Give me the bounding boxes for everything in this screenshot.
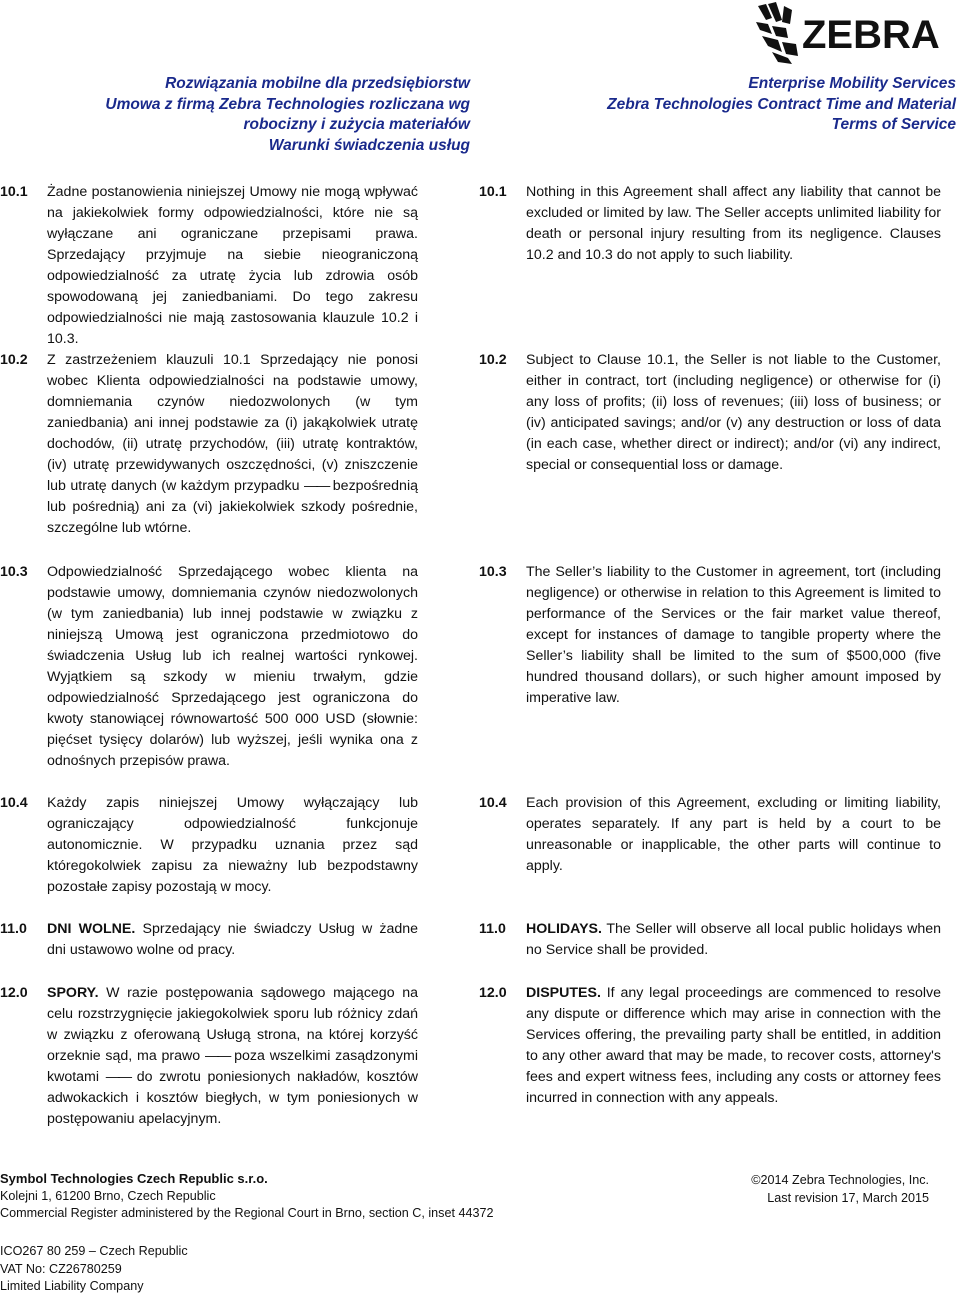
clause-12-0-pl: [0, 983, 418, 1130]
zebra-head-icon: [752, 0, 960, 66]
footer-ico: ICO267 80 259 – Czech Republic: [0, 1244, 188, 1258]
footer-vat: VAT No: CZ26780259: [0, 1261, 122, 1276]
clause-text: [526, 983, 941, 1109]
clause-text: The Seller’s liability to the Customer in agreement, tort (including negligence) or otherwise in relation to this Agreement is limited to performance of the Services or the fair market value thereof, except for instances of damage to tangible property where the Seller’s liability shall be limited to the sum of $500,000 (five hundred thousand dollars), or such higher amount imposed by imperative law.: [526, 564, 941, 706]
clause-number: 11.0: [479, 921, 506, 937]
footer-registration-block: [0, 1243, 400, 1296]
clause-number: 10.1: [479, 184, 507, 200]
clause-text: Nothing in this Agreement shall affect any liability that cannot be excluded or limited by law. The Seller accepts unlimited liability for death or personal injury resulting from its negligence. Clauses 10.2 and 10.3 do not apply to such liability.: [526, 184, 941, 263]
clause-number: 10.4: [479, 795, 507, 811]
header-english: [526, 74, 956, 136]
clause-10-2-pl: [0, 350, 418, 539]
clause-title: DISPUTES.: [526, 985, 601, 1001]
clause-text-part: If any legal proceedings are commenced to resolve any dispute or difference which may arise in connection with the Services offering, the prevailing party shall be entitled, in addition to any other award that may be made, to recover costs, attorney's fees and expert witness fees, including any costs or attorney fees incurred in connection with any appeals.: [526, 985, 941, 1106]
clause-text-part: poza wszelkimi zasądzonymi kwotami: [47, 1048, 418, 1085]
em-dash: ——: [303, 478, 329, 494]
header-english-line: Enterprise Mobility Services: [748, 75, 956, 92]
clause-text-part: bezpośrednią lub pośrednią) ani za (vi) jakiekolwiek szkody pośrednie, szczególne lub wtórne.: [47, 478, 418, 536]
clause-text: Each provision of this Agreement, excluding or limiting liability, operates separately. If any part is held by a court to be unreasonable or inapplicable, the other parts will continue to apply.: [526, 795, 941, 874]
footer-llc: Limited Liability Company: [0, 1279, 144, 1293]
footer-company-block: [0, 1170, 600, 1223]
footer-revision: Last revision 17, March 2015: [767, 1190, 929, 1205]
clause-text-part: Z zastrzeżeniem klauzuli 10.1 Sprzedający nie ponosi wobec Klienta odpowiedzialności na podstawie umowy, domniemania czynów niedozwolonych (w tym zaniedbania) ani innej podstawie za (i) jakąkolwiek utratę dochodów, (ii) utratę przychodów, (iii) utratę kontraktów, (iv) utratę przewidywanych oszczędności, (v) zniszczenie lub utratę danych (w każdym przypadku: [47, 352, 418, 494]
clause-text: Żadne postanowienia niniejszej Umowy nie mogą wpływać na jakiekolwiek formy odpowiedzialności, które nie są wyłączane ani ograniczane przepisami prawa. Sprzedający przyjmuje na siebie nieograniczoną odpowiedzialność za utratę życia lub zdrowia osób spowodowaną jej zaniedbaniami. Do tego zakresu odpowiedzialności nie mają zastosowania klauzule 10.2 i 10.3.: [47, 184, 418, 347]
header-polish-line: robocizny i zużycia materiałów: [243, 116, 470, 133]
clause-12-0-en: [479, 983, 941, 1109]
footer-copyright-block: [629, 1170, 929, 1207]
header-polish: [40, 74, 470, 156]
header-polish-line: Umowa z firmą Zebra Technologies rozliczana wg: [105, 95, 470, 113]
clause-number: 12.0: [479, 985, 507, 1001]
clause-10-1-en: [479, 182, 941, 266]
clause-10-3-pl: [0, 562, 418, 772]
logo-wordmark: ZEBRA: [802, 13, 940, 57]
clause-text-part: W razie postępowania sądowego mającego na celu rozstrzygnięcie jakiegokolwiek sporu lub różnicy zdań w związku z oferowaną Usługą strona, na której korzyść orzeknie sąd, ma prawo: [47, 985, 418, 1064]
clause-text: Każdy zapis niniejszej Umowy wyłączający lub ograniczający odpowiedzialność funkcjonuje autonomicznie. W przypadku uznania przez sąd któregokolwiek zapisu za nieważny lub bezpodstawny pozostałe zapisy pozostają w mocy.: [47, 795, 418, 895]
zebra-logo: [752, 0, 960, 66]
header-polish-line: Rozwiązania mobilne dla przedsiębiorstw: [165, 75, 470, 92]
clause-text: [526, 919, 941, 961]
footer-company-name: Symbol Technologies Czech Republic s.r.o.: [0, 1171, 268, 1186]
clause-text-part: do zwrotu poniesionych nakładów, kosztów adwokackich i kosztów biegłych, w tym poniesionych w postępowaniu apelacyjnym.: [47, 1069, 418, 1127]
header-polish-line: Warunki świadczenia usług: [268, 136, 470, 154]
clause-title: DNI WOLNE.: [47, 921, 136, 937]
clause-text: [47, 350, 418, 539]
clause-number: 12.0: [0, 985, 28, 1001]
header-english-line: Terms of Service: [831, 116, 956, 133]
clause-number: 10.2: [479, 352, 507, 368]
footer-address: Kolejni 1, 61200 Brno, Czech Republic: [0, 1188, 216, 1203]
clause-10-4-en: [479, 793, 941, 877]
clause-11-0-en: [479, 919, 941, 961]
clause-text: [47, 983, 418, 1130]
clause-number: 10.4: [0, 795, 28, 811]
clause-number: 10.3: [0, 564, 28, 580]
clause-10-1-pl: [0, 182, 418, 350]
clause-text: [47, 919, 418, 961]
clause-number: 10.3: [479, 564, 507, 580]
clause-text: Subject to Clause 10.1, the Seller is not liable to the Customer, either in contract, tort (including negligence) or otherwise for (i) any loss of profits; (ii) loss of revenues; (iii) loss of business; or (iv) anticipated savings; and/or (v) any destruction or loss of data (in each case, whether direct or indirect); and/or (vi) any indirect, special or consequential loss or damage.: [526, 352, 941, 473]
clause-number: 10.2: [0, 352, 28, 368]
clause-text-part: Sprzedający nie świadczy Usług w żadne dni ustawowo wolne od pracy.: [47, 921, 418, 958]
clause-10-4-pl: [0, 793, 418, 898]
clause-text-part: The Seller will observe all local public holidays when no Service shall be provided.: [526, 921, 941, 958]
clause-11-0-pl: [0, 919, 418, 961]
clause-number: 10.1: [0, 184, 28, 200]
clause-title: HOLIDAYS.: [526, 921, 602, 937]
em-dash: ——: [204, 1048, 230, 1064]
clause-10-2-en: [479, 350, 941, 476]
clause-number: 11.0: [0, 921, 27, 937]
header-english-line: Zebra Technologies Contract Time and Material: [607, 95, 956, 113]
footer-copyright: ©2014 Zebra Technologies, Inc.: [751, 1173, 929, 1187]
clause-text: Odpowiedzialność Sprzedającego wobec klienta na podstawie umowy, domniemania czynów niedozwolonych (w tym zaniedbania) lub innej podstawie w związku z niniejszą Umową jest ograniczona przedmiotowo do świadczenia Usług lub ich realnej wartości rynkowej. Wyjątkiem są szkody w mieniu trwałym, gdzie odpowiedzialność Sprzedającego jest ograniczona do kwoty stanowiącej równowartość 500 000 USD (słownie: pięćset tysięcy dolarów) lub wyższej, jeśli wynika ona z odnośnych przepisów prawa.: [47, 564, 418, 769]
em-dash: ——: [105, 1069, 131, 1085]
footer-register: Commercial Register administered by the Regional Court in Brno, section C, inset 44372: [0, 1206, 494, 1220]
clause-10-3-en: [479, 562, 941, 709]
clause-title: SPORY.: [47, 985, 99, 1001]
